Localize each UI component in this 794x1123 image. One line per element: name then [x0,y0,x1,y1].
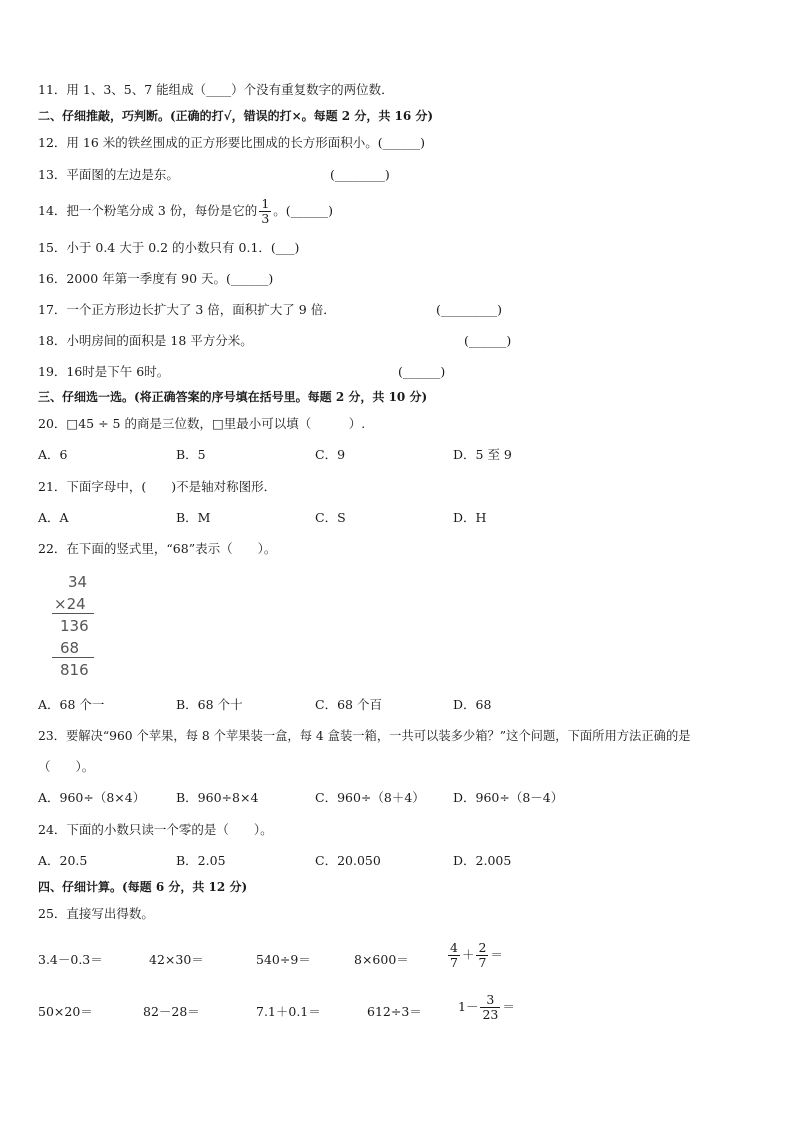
option-d[interactable]: D．68 [453,697,492,712]
fraction [476,941,488,970]
answer-paren[interactable]: (______) [464,333,512,348]
option-c[interactable]: C．68 个百 [315,697,382,712]
option-c[interactable]: C．9 [315,447,346,462]
answer-paren[interactable]: (______) [226,271,274,286]
fraction-denominator: 3 [261,211,270,226]
question-23-text: 23．要解决“960 个苹果，每 8 个苹果装一盒，每 4 盒装一箱，一共可以装多少箱？”这个问题，下面所用方法正确的是 [38,729,691,743]
calc-item: 612÷3＝ [367,1004,422,1019]
equals: ＝ [502,999,515,1014]
calc-item: 50×20＝ [38,1004,93,1019]
answer-blank[interactable]: ____ [206,82,232,97]
answer-paren[interactable]: (________) [330,167,390,182]
option-c[interactable]: C．20.050 [315,853,381,868]
question-18-text: 18．小明房间的面积是 18 平方分米。 [38,333,253,348]
product: 816 [60,661,89,679]
question-14-text: 14．把一个粉笔分成 3 份，每份是它的 [38,203,258,218]
question-16-text: 16．2000 年第一季度有 90 天。 [38,271,227,286]
divider-line [52,613,94,614]
fraction [480,993,500,1022]
question-15-text: 15．小于 0.4 大于 0.2 的小数只有 0.1． [38,240,271,255]
option-a[interactable]: A．A [38,510,69,525]
question-22-text: 22．在下面的竖式里，“68”表示（ ）。 [38,541,277,556]
fraction-denominator: 23 [482,1007,499,1022]
calc-item-fraction [446,940,503,970]
question-20-text: 20．□45 ÷ 5 的商是三位数，□里最小可以填（ ）. [38,416,366,431]
section-4-heading: 四、仔细计算。(每题 6 分，共 12 分) [38,880,248,894]
option-a[interactable]: A．20.5 [38,853,88,868]
section-2-heading: 二、仔细推敲，巧判断。(正确的打√，错误的打×。每题 2 分，共 16 分) [38,109,434,123]
answer-paren[interactable]: (______) [398,364,446,379]
option-b[interactable]: B．5 [176,447,206,462]
question-15 [38,240,299,256]
question-11 [38,82,394,98]
section-3-heading: 三、仔细选一选。(将正确答案的序号填在括号里。每题 2 分，共 10 分) [38,390,428,404]
fraction-numerator: 1 [261,196,270,211]
calc-item: 42×30＝ [149,952,204,967]
partial-product-2: 68 [60,639,80,657]
calc-item: 82－28＝ [143,1004,200,1019]
fraction-numerator: 2 [478,940,487,955]
divider-line [52,657,94,658]
option-c[interactable]: C．960÷（8＋4） [315,790,425,805]
equals: ＝ [490,947,503,962]
question-14-tail: 。 [273,203,286,218]
answer-paren[interactable]: (______) [377,135,426,150]
option-a[interactable]: A．6 [38,447,68,462]
option-a[interactable]: A．68 个一 [38,697,105,712]
question-25-text: 25．直接写出得数。 [38,906,154,921]
operator: ＋ [461,947,475,962]
option-b[interactable]: B．2.05 [176,853,226,868]
multiplier: ×24 [54,595,86,613]
question-12 [38,135,425,151]
option-d[interactable]: D．H [453,510,487,525]
question-24-text: 24．下面的小数只读一个零的是（ ）。 [38,822,273,837]
question-16 [38,271,273,287]
fraction-numerator: 3 [480,993,500,1008]
question-13-text: 13．平面图的左边是东。 [38,167,179,182]
fraction-denominator: 7 [450,955,458,970]
option-b[interactable]: B．M [176,510,211,525]
option-b[interactable]: B．68 个十 [176,697,243,712]
fraction [448,941,460,970]
question-11-text: 11．用 1、3、5、7 能组成（ [38,82,207,97]
calc-item: 8×600＝ [354,952,409,967]
question-12-text: 12．用 16 米的铁丝围成的正方形要比围成的长方形面积小。 [38,135,378,150]
multiplicand: 34 [68,573,88,591]
question-11-tail: ）个没有重复数字的两位数． [231,82,394,97]
answer-paren[interactable]: (______) [285,203,334,218]
operand: 1－ [458,999,479,1014]
option-b[interactable]: B．960÷8×4 [176,790,259,805]
calc-item-fraction [458,992,515,1022]
answer-paren[interactable]: (___) [270,240,300,255]
calc-item: 540÷9＝ [256,952,311,967]
question-23-answer[interactable]: （ ）。 [38,759,95,774]
question-17-text: 17．一个正方形边长扩大了 3 倍，面积扩大了 9 倍． [38,302,336,317]
fraction [259,197,271,226]
option-d[interactable]: D．960÷（8－4） [453,790,564,805]
question-19-text: 19．16时是下午 6时。 [38,364,170,379]
question-14 [38,196,333,226]
fraction-numerator: 4 [450,940,458,955]
calc-item: 3.4－0.3＝ [38,952,103,967]
option-c[interactable]: C．S [315,510,346,525]
answer-paren[interactable]: (_________) [436,302,503,317]
partial-product-1: 136 [60,617,89,635]
option-a[interactable]: A．960÷（8×4） [38,790,146,805]
option-d[interactable]: D．5 至 9 [453,447,512,462]
fraction-denominator: 7 [478,955,487,970]
question-21-text: 21．下面字母中，( )不是轴对称图形． [38,479,277,494]
calc-item: 7.1＋0.1＝ [256,1004,321,1019]
option-d[interactable]: D．2.005 [453,853,512,868]
